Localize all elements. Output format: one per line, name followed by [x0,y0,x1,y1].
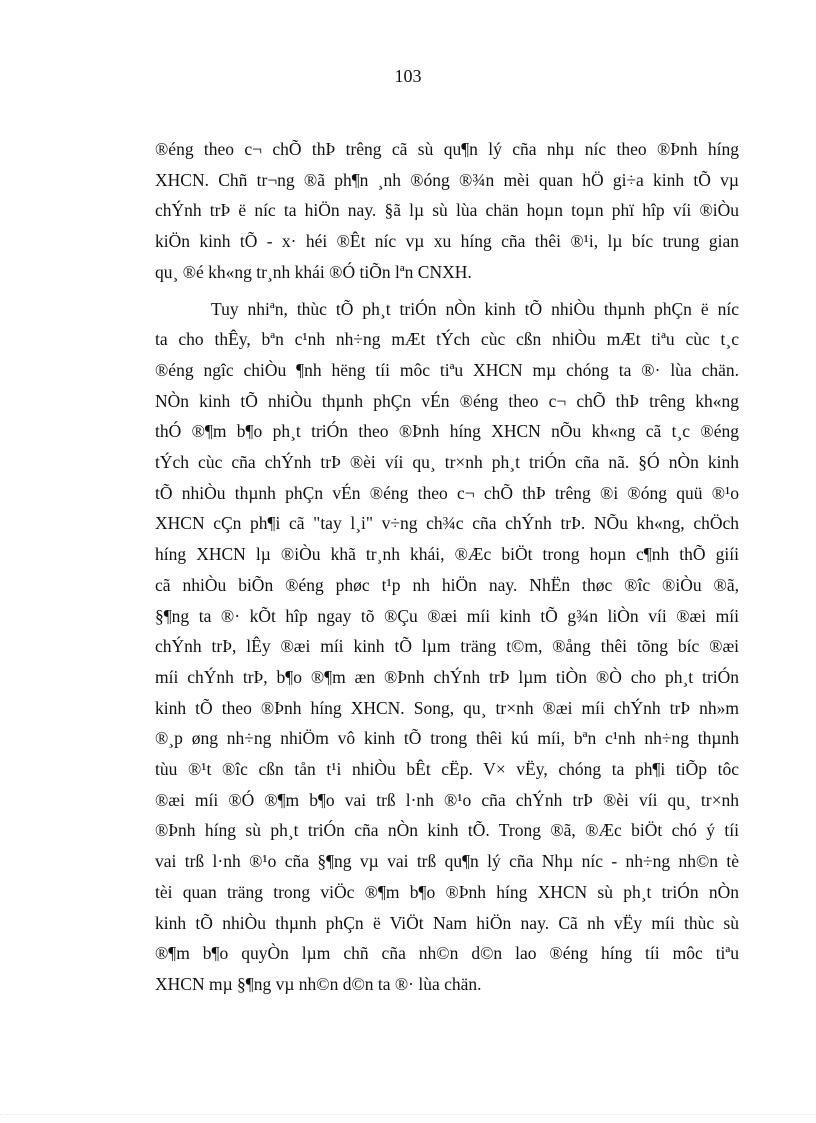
text-line: ta cho thÊy, bªn c¹nh nh÷ng mÆt tÝch cùc cßn nhiÒu mÆt tiªu cùc t¸c [155,329,739,350]
text-line: tùu ®¹t ®îc cßn tån t¹i nhiÒu bÊt cËp. V× vËy, chóng ta ph¶i tiÕp tôc [155,759,739,780]
text-line: tÕ nhiÒu thµnh phÇn vÉn ®éng theo c¬ chÕ thÞ trêng ®i ®óng quü ®¹o [155,482,739,503]
document-body [155,134,739,1000]
text-line: ®¶m b¶o quyÒn lµm chñ cña nh©n d©n lao ®éng híng tíi môc tiªu [155,943,739,964]
text-line: thÓ ®¶m b¶o ph¸t triÓn theo ®Þnh híng XHCN nÕu kh«ng cã t¸c ®éng [155,421,739,442]
text-line: ®éng theo c¬ chÕ thÞ trêng cã sù qu¶n lý cña nhµ níc theo ®Þnh híng [155,139,739,159]
text-line: NÒn kinh tÕ nhiÒu thµnh phÇn vÉn ®éng theo c¬ chÕ thÞ trêng kh«ng [155,390,739,411]
page-bottom-border [0,1114,816,1115]
text-line: qu¸ ®é kh«ng tr¸nh khái ®Ó tiÕn lªn CNXH. [155,261,472,282]
text-line: chÝnh trÞ, lÊy ®æi míi kinh tÕ lµm träng t©m, ®ång thêi tõng bíc ®æi [155,636,739,657]
paragraph-1 [155,134,739,288]
text-line: ®Þnh híng sù ph¸t triÓn cña nÒn kinh tÕ. Trong ®ã, ®Æc biÖt chó ý tíi [155,820,739,841]
text-line: §¶ng ta ®· kÕt hîp ngay tõ ®Çu ®æi míi kinh tÕ g¾n liÒn víi ®æi míi [155,605,739,626]
text-line: tèi quan träng trong viÖc ®¶m b¶o ®Þnh híng XHCN sù ph¸t triÓn nÒn [155,881,739,902]
text-line: ®éng ngîc chiÒu ¶nh hëng tíi môc tiªu XHCN mµ chóng ta ®· lùa chän. [155,359,739,380]
text-line: ®æi míi ®Ó ®¶m b¶o vai trß l·nh ®¹o cña chÝnh trÞ ®èi víi qu¸ tr×nh [155,789,739,810]
text-line: vai trß l·nh ®¹o cña §¶ng vµ vai trß qu¶n lý cña Nhµ níc - nh÷ng nh©n tè [155,851,739,872]
text-line: XHCN cÇn ph¶i cã "tay l¸i" v÷ng ch¾c cña chÝnh trÞ. NÕu kh«ng, chÖch [155,513,739,534]
text-line: míi chÝnh trÞ, b¶o ®¶m æn ®Þnh chÝnh trÞ lµm tiÒn ®Ò cho ph¸t triÓn [155,666,739,687]
page-number: 103 [394,66,422,86]
text-line: kinh tÕ theo ®Þnh híng XHCN. Song, qu¸ tr×nh ®æi míi chÝnh trÞ nh»m [155,697,739,718]
text-line: chÝnh trÞ ë níc ta hiÖn nay. §ã lµ sù lùa chän hoµn toµn phï hîp víi ®iÒu [155,200,739,221]
text-line: Tuy nhiªn, thùc tÕ ph¸t triÓn nÒn kinh tÕ nhiÒu thµnh phÇn ë níc [211,298,739,319]
text-line: ®¸p øng nh÷ng nhiÖm vô kinh tÕ trong thêi kú míi, bªn c¹nh nh÷ng thµnh [155,728,739,749]
text-line: XHCN mµ §¶ng vµ nh©n d©n ta ®· lùa chän. [155,973,482,994]
text-line: híng XHCN lµ ®iÒu khã tr¸nh khái, ®Æc biÖt trong hoµn c¶nh thÕ giíi [155,544,739,565]
text-line: cã nhiÒu biÕn ®éng phøc t¹p nh hiÖn nay. NhËn thøc ®îc ®iÒu ®ã, [155,574,739,595]
text-line: XHCN. Chñ tr¬ng ®ã ph¶n ¸nh ®óng ®¾n mèi quan hÖ gi÷a kinh tÕ vµ [155,169,739,190]
paragraph-2 [155,294,739,1000]
text-line: kiÖn kinh tÕ - x· héi ®Êt níc vµ xu híng cña thêi ®¹i, lµ bíc trung gian [155,231,739,252]
text-line: kinh tÕ nhiÒu thµnh phÇn ë ViÖt Nam hiÖn nay. Cã nh vËy míi thùc sù [155,912,739,933]
text-line: tÝch cùc cña chÝnh trÞ ®èi víi qu¸ tr×nh ph¸t triÓn cña nã. §Ó nÒn kinh [155,452,739,473]
